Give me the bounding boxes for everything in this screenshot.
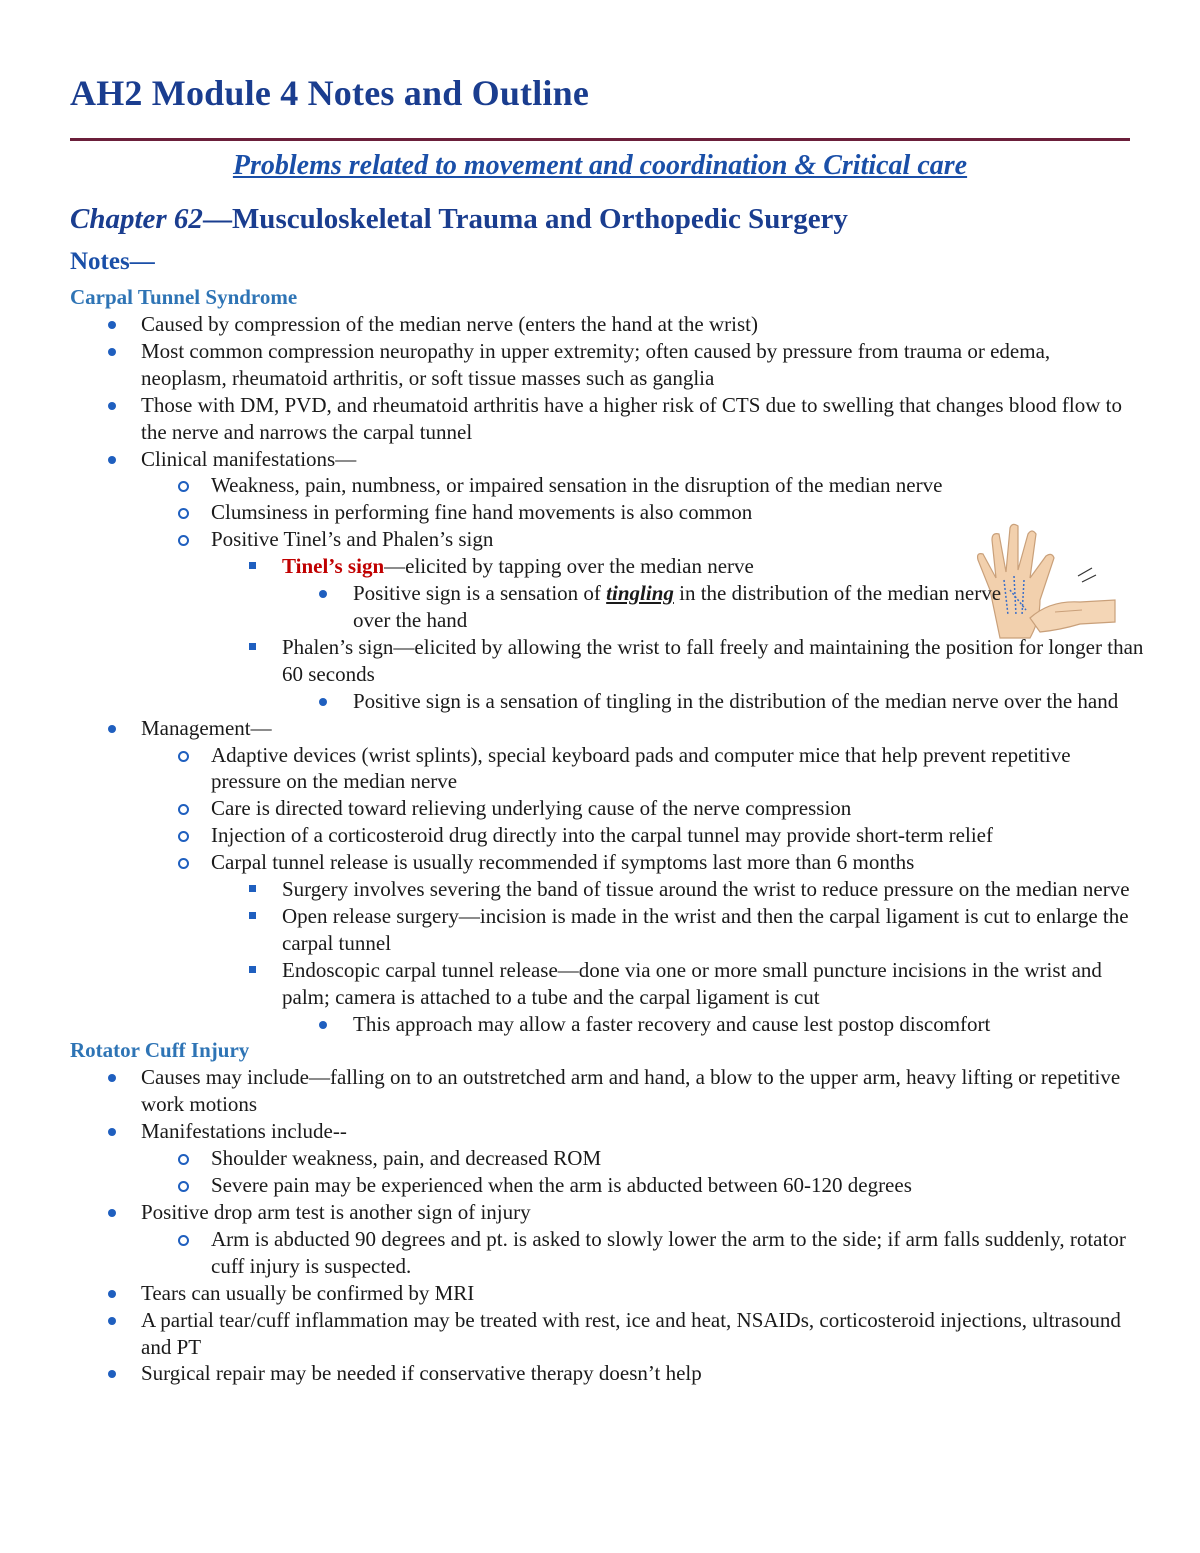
list-item-text: Clumsiness in performing fine hand movements is also common bbox=[211, 500, 753, 525]
bullet-icon bbox=[108, 1209, 116, 1217]
ring-bullet-icon bbox=[178, 1235, 189, 1246]
list-item-text: Causes may include—falling on to an outstretched arm and hand, a blow to the upper arm, heavy lifting or repetitive work motions bbox=[141, 1065, 1121, 1117]
section-heading-carpal-tunnel: Carpal Tunnel Syndrome bbox=[70, 285, 298, 309]
list-item-text: Surgical repair may be needed if conservative therapy doesn’t help bbox=[141, 1361, 702, 1386]
list-item-text: This approach may allow a faster recovery and cause lest postop discomfort bbox=[353, 1011, 991, 1036]
list-item-text: Shoulder weakness, pain, and decreased ROM bbox=[211, 1146, 602, 1171]
chapter-name: Musculoskeletal Trauma and Orthopedic Surgery bbox=[231, 203, 848, 235]
list-item bbox=[70, 392, 1135, 446]
list-item bbox=[70, 1226, 1135, 1280]
list-item bbox=[70, 526, 1135, 553]
list-item-text: Positive sign is a sensation of bbox=[353, 581, 607, 606]
ring-bullet-icon bbox=[178, 858, 189, 869]
list-item bbox=[70, 553, 1135, 580]
list-item bbox=[70, 499, 1135, 526]
bullet-icon bbox=[108, 402, 116, 410]
list-item bbox=[70, 472, 1135, 499]
list-item bbox=[70, 580, 1033, 634]
list-item bbox=[70, 338, 1135, 392]
square-bullet-icon bbox=[249, 885, 256, 892]
list-item-text: Caused by compression of the median nerve (enters the hand at the wrist) bbox=[141, 312, 758, 336]
list-item bbox=[70, 688, 1135, 715]
chapter-dash: — bbox=[202, 203, 232, 235]
list-item bbox=[70, 446, 1135, 473]
list-item bbox=[70, 1199, 1135, 1226]
list-item bbox=[70, 795, 1135, 822]
ring-bullet-icon bbox=[178, 831, 189, 842]
chapter-number: Chapter 62 bbox=[70, 203, 203, 235]
notes-content bbox=[70, 284, 1144, 1387]
ring-bullet-icon bbox=[178, 535, 189, 546]
list-item bbox=[70, 715, 1135, 742]
list-item-text: Adaptive devices (wrist splints), special keyboard pads and computer mice that help prevent repetitive pressure on the median nerve bbox=[211, 742, 1071, 794]
ring-bullet-icon bbox=[178, 1154, 189, 1165]
list-item-text: Surgery involves severing the band of tissue around the wrist to reduce pressure on the median nerve bbox=[282, 877, 1130, 902]
notes-heading: Notes— bbox=[70, 248, 155, 275]
bullet-icon bbox=[319, 698, 327, 706]
list-item-text: Phalen’s sign—elicited by allowing the wrist to fall freely and maintaining the position for longer than 60 seconds bbox=[282, 634, 1144, 686]
tinel-sign-label: Tinel’s sign bbox=[282, 554, 385, 579]
square-bullet-icon bbox=[249, 562, 256, 569]
list-item-text: Tears can usually be confirmed by MRI bbox=[141, 1280, 475, 1305]
bullet-icon bbox=[108, 1370, 116, 1378]
bullet-icon bbox=[108, 321, 116, 329]
list-item-text: Injection of a corticosteroid drug directly into the carpal tunnel may provide short-term relief bbox=[211, 823, 993, 848]
list-item bbox=[70, 903, 1135, 957]
list-item-text: in the distribution of the median nerve over the hand bbox=[353, 581, 1002, 632]
list-item bbox=[70, 1172, 1135, 1199]
bullet-icon bbox=[108, 348, 116, 356]
list-item-text: Manifestations include-- bbox=[141, 1119, 347, 1144]
bullet-icon bbox=[319, 1021, 327, 1029]
list-item bbox=[70, 1145, 1135, 1172]
list-item bbox=[70, 1118, 1135, 1145]
bullet-icon bbox=[108, 456, 116, 464]
list-item bbox=[70, 742, 1135, 796]
bullet-icon bbox=[108, 1317, 116, 1325]
bullet-icon bbox=[108, 1074, 116, 1082]
ring-bullet-icon bbox=[178, 804, 189, 815]
tingling-emphasis: tingling bbox=[606, 581, 674, 606]
list-item-text: A partial tear/cuff inflammation may be treated with rest, ice and heat, NSAIDs, corticosteroid injections, ultrasound and PT bbox=[141, 1307, 1121, 1359]
list-item-text: Care is directed toward relieving underlying cause of the nerve compression bbox=[211, 796, 852, 821]
bullet-icon bbox=[108, 725, 116, 733]
list-item-text: Severe pain may be experienced when the arm is abducted between 60-120 degrees bbox=[211, 1173, 912, 1198]
list-item-text: Positive Tinel’s and Phalen’s sign bbox=[211, 527, 494, 552]
document-title: AH2 Module 4 Notes and Outline bbox=[70, 73, 590, 113]
list-item bbox=[70, 1280, 1135, 1307]
list-item-text: Carpal tunnel release is usually recommended if symptoms last more than 6 months bbox=[211, 850, 915, 875]
list-item-text: Weakness, pain, numbness, or impaired sensation in the disruption of the median nerve bbox=[211, 473, 943, 498]
list-item-text: Those with DM, PVD, and rheumatoid arthritis have a higher risk of CTS due to swelling that changes blood flow to the nerve and narrows the carpal tunnel bbox=[141, 392, 1123, 444]
list-item-text: Management— bbox=[141, 715, 272, 740]
list-item-text: Positive drop arm test is another sign of injury bbox=[141, 1200, 531, 1224]
square-bullet-icon bbox=[249, 912, 256, 919]
bullet-icon bbox=[319, 590, 327, 598]
list-item bbox=[70, 876, 1135, 903]
list-item bbox=[70, 1064, 1135, 1118]
list-item-text: —elicited by tapping over the median nerve bbox=[384, 554, 754, 579]
list-item bbox=[70, 957, 1135, 1011]
bullet-icon bbox=[108, 1128, 116, 1136]
ring-bullet-icon bbox=[178, 481, 189, 492]
list-item bbox=[70, 634, 1152, 688]
list-item-text: Most common compression neuropathy in upper extremity; often caused by pressure from trauma or edema, neoplasm, rheumatoid arthritis, or soft tissue masses such as ganglia bbox=[141, 338, 1051, 390]
bullet-icon bbox=[108, 1290, 116, 1298]
section-heading-rotator-cuff: Rotator Cuff Injury bbox=[70, 1038, 250, 1063]
square-bullet-icon bbox=[249, 966, 256, 973]
list-item bbox=[70, 1360, 1135, 1387]
chapter-heading bbox=[70, 203, 848, 236]
document-subtitle: Problems related to movement and coordination & Critical care bbox=[232, 150, 968, 181]
list-item-text: Positive sign is a sensation of tingling in the distribution of the median nerve over the hand bbox=[353, 688, 1119, 713]
list-item bbox=[70, 822, 1135, 849]
list-item bbox=[70, 1011, 1135, 1038]
ring-bullet-icon bbox=[178, 508, 189, 519]
list-item bbox=[70, 1307, 1135, 1361]
ring-bullet-icon bbox=[178, 1181, 189, 1192]
ring-bullet-icon bbox=[178, 751, 189, 762]
list-item-text: Open release surgery—incision is made in the wrist and then the carpal ligament is cut to enlarge the carpal tunnel bbox=[282, 903, 1129, 955]
list-item-text: Arm is abducted 90 degrees and pt. is asked to slowly lower the arm to the side; if arm falls suddenly, rotator cuff injury is suspected. bbox=[211, 1226, 1126, 1278]
list-item-text: Clinical manifestations— bbox=[141, 446, 357, 471]
list-item bbox=[70, 849, 1135, 876]
square-bullet-icon bbox=[249, 643, 256, 650]
title-divider bbox=[70, 138, 1130, 141]
list-item-text: Endoscopic carpal tunnel release—done via one or more small puncture incisions in the wrist and palm; camera is attached to a tube and the carpal ligament is cut bbox=[282, 957, 1102, 1009]
list-item bbox=[70, 311, 1135, 338]
